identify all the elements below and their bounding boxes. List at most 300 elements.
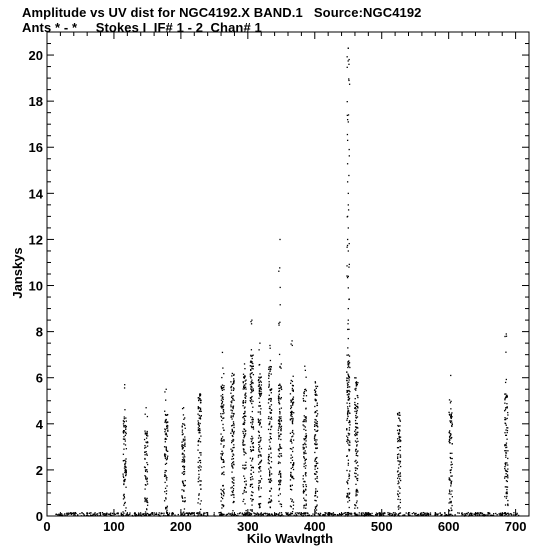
data-point — [123, 423, 124, 424]
data-point — [291, 506, 292, 507]
data-point — [125, 462, 126, 463]
data-point — [266, 515, 267, 516]
data-point — [259, 377, 260, 378]
data-point — [223, 459, 224, 460]
data-point — [505, 464, 506, 465]
data-point — [233, 432, 234, 433]
data-point — [125, 515, 126, 516]
data-point — [252, 443, 253, 444]
data-point — [251, 361, 252, 362]
data-point — [110, 513, 111, 514]
data-point — [233, 479, 234, 480]
data-point — [303, 398, 304, 399]
data-point — [305, 468, 306, 469]
data-point — [281, 426, 282, 427]
data-point — [303, 486, 304, 487]
data-point — [252, 382, 253, 383]
data-point — [315, 478, 316, 479]
data-point — [123, 431, 124, 432]
data-point — [243, 449, 244, 450]
data-point — [415, 513, 416, 514]
data-point — [233, 497, 234, 498]
data-point — [199, 428, 200, 429]
data-point — [413, 512, 414, 513]
data-point — [245, 402, 246, 403]
data-point — [252, 355, 253, 356]
data-point — [291, 412, 292, 413]
data-point — [124, 418, 125, 419]
data-point — [164, 446, 165, 447]
data-point — [223, 440, 224, 441]
data-point — [451, 412, 452, 413]
data-point — [505, 457, 506, 458]
data-point — [188, 514, 189, 515]
data-point — [293, 396, 294, 397]
data-point — [347, 163, 348, 164]
data-point — [487, 514, 488, 515]
data-point — [245, 462, 246, 463]
data-point — [270, 398, 271, 399]
data-point — [250, 386, 251, 387]
data-point — [306, 436, 307, 437]
data-point — [290, 419, 291, 420]
data-point — [334, 514, 335, 515]
data-point — [244, 413, 245, 414]
data-point — [251, 513, 252, 514]
data-point — [244, 435, 245, 436]
data-point — [167, 451, 168, 452]
data-point — [244, 481, 245, 482]
data-point — [165, 475, 166, 476]
data-point — [356, 490, 357, 491]
data-point — [259, 390, 260, 391]
data-point — [233, 514, 234, 515]
data-point — [398, 476, 399, 477]
data-point — [347, 483, 348, 484]
data-point — [314, 390, 315, 391]
data-point — [251, 441, 252, 442]
data-point — [347, 408, 348, 409]
data-point — [346, 441, 347, 442]
data-point — [184, 443, 185, 444]
data-point — [198, 441, 199, 442]
data-point — [147, 442, 148, 443]
data-point — [281, 387, 282, 388]
data-point — [293, 447, 294, 448]
data-point — [349, 155, 350, 156]
data-point — [500, 513, 501, 514]
data-point — [314, 419, 315, 420]
data-point — [253, 427, 254, 428]
data-point — [398, 418, 399, 419]
data-point — [167, 414, 168, 415]
data-point — [228, 513, 229, 514]
data-point — [278, 271, 279, 272]
data-point — [243, 433, 244, 434]
data-point — [257, 513, 258, 514]
data-point — [278, 385, 279, 386]
data-point — [252, 467, 253, 468]
data-point — [232, 447, 233, 448]
data-point — [152, 512, 153, 513]
data-point — [349, 386, 350, 387]
data-point — [504, 513, 505, 514]
data-point — [348, 227, 349, 228]
x-tick-label: 0 — [43, 519, 51, 534]
data-point — [233, 400, 234, 401]
data-points — [55, 48, 519, 517]
data-point — [86, 513, 87, 514]
data-point — [278, 427, 279, 428]
data-point — [167, 456, 168, 457]
data-point — [317, 403, 318, 404]
data-point — [473, 514, 474, 515]
data-point — [250, 484, 251, 485]
data-point — [259, 343, 260, 344]
data-point — [183, 456, 184, 457]
data-point — [355, 417, 356, 418]
data-point — [204, 512, 205, 513]
data-point — [448, 502, 449, 503]
data-point — [281, 420, 282, 421]
data-point — [411, 515, 412, 516]
data-point — [223, 492, 224, 493]
data-point — [272, 514, 273, 515]
data-point — [303, 429, 304, 430]
data-point — [271, 488, 272, 489]
data-point — [261, 384, 262, 385]
data-point — [243, 388, 244, 389]
data-point — [233, 378, 234, 379]
data-point — [279, 421, 280, 422]
data-point — [449, 437, 450, 438]
data-point — [88, 515, 89, 516]
data-point — [281, 512, 282, 513]
data-point — [183, 512, 184, 513]
data-point — [278, 398, 279, 399]
data-point — [279, 267, 280, 268]
data-point — [399, 513, 400, 514]
data-point — [506, 442, 507, 443]
data-point — [263, 514, 264, 515]
data-point — [293, 402, 294, 403]
data-point — [201, 411, 202, 412]
data-point — [258, 411, 259, 412]
data-point — [252, 372, 253, 373]
data-point — [270, 418, 271, 419]
data-point — [271, 418, 272, 419]
data-point — [348, 80, 349, 81]
data-point — [231, 418, 232, 419]
data-point — [344, 515, 345, 516]
data-point — [368, 513, 369, 514]
data-point — [165, 441, 166, 442]
data-point — [356, 502, 357, 503]
data-point — [303, 491, 304, 492]
data-point — [258, 503, 259, 504]
data-point — [304, 443, 305, 444]
data-point — [357, 480, 358, 481]
data-point — [198, 462, 199, 463]
data-point — [223, 387, 224, 388]
data-point — [161, 512, 162, 513]
data-point — [348, 121, 349, 122]
data-point — [451, 426, 452, 427]
data-point — [268, 454, 269, 455]
data-point — [357, 450, 358, 451]
data-point — [166, 507, 167, 508]
data-point — [74, 513, 75, 514]
data-point — [316, 457, 317, 458]
data-point — [356, 491, 357, 492]
data-point — [291, 407, 292, 408]
data-point — [261, 487, 262, 488]
data-point — [347, 416, 348, 417]
data-point — [145, 469, 146, 470]
data-point — [416, 515, 417, 516]
data-point — [449, 430, 450, 431]
data-point — [252, 368, 253, 369]
data-point — [303, 498, 304, 499]
data-point — [223, 373, 224, 374]
data-point — [346, 402, 347, 403]
data-point — [198, 432, 199, 433]
data-point — [129, 512, 130, 513]
data-point — [302, 421, 303, 422]
data-point — [449, 436, 450, 437]
data-point — [347, 115, 348, 116]
data-point — [266, 513, 267, 514]
data-point — [314, 495, 315, 496]
data-point — [156, 512, 157, 513]
data-point — [182, 430, 183, 431]
data-point — [355, 389, 356, 390]
data-point — [347, 512, 348, 513]
data-point — [348, 488, 349, 489]
data-point — [231, 412, 232, 413]
data-point — [380, 513, 381, 514]
data-point — [99, 512, 100, 513]
data-point — [242, 467, 243, 468]
data-point — [507, 427, 508, 428]
data-point — [125, 417, 126, 418]
data-point — [315, 465, 316, 466]
data-point — [278, 484, 279, 485]
data-point — [122, 511, 123, 512]
data-point — [347, 410, 348, 411]
data-point — [270, 515, 271, 516]
data-point — [271, 480, 272, 481]
data-point — [449, 414, 450, 415]
data-point — [252, 495, 253, 496]
data-point — [222, 490, 223, 491]
data-point — [347, 277, 348, 278]
data-point — [231, 515, 232, 516]
data-point — [166, 434, 167, 435]
data-point — [145, 477, 146, 478]
data-point — [222, 352, 223, 353]
data-point — [244, 388, 245, 389]
data-point — [259, 384, 260, 385]
data-point — [399, 439, 400, 440]
data-point — [349, 440, 350, 441]
data-point — [242, 442, 243, 443]
data-point — [398, 505, 399, 506]
data-point — [126, 514, 127, 515]
data-point — [200, 454, 201, 455]
data-point — [417, 514, 418, 515]
data-point — [243, 448, 244, 449]
data-point — [223, 495, 224, 496]
data-point — [506, 425, 507, 426]
data-point — [384, 513, 385, 514]
data-point — [505, 429, 506, 430]
data-point — [280, 474, 281, 475]
data-point — [258, 385, 259, 386]
data-point — [146, 513, 147, 514]
data-point — [124, 416, 125, 417]
data-point — [348, 299, 349, 300]
data-point — [140, 515, 141, 516]
data-point — [506, 447, 507, 448]
data-point — [144, 515, 145, 516]
data-point — [222, 436, 223, 437]
data-point — [349, 421, 350, 422]
data-point — [258, 483, 259, 484]
data-point — [146, 469, 147, 470]
data-point — [315, 488, 316, 489]
y-tick-label: 18 — [28, 94, 43, 110]
data-point — [268, 459, 269, 460]
data-point — [348, 433, 349, 434]
data-point — [505, 476, 506, 477]
data-point — [230, 404, 231, 405]
data-point — [165, 454, 166, 455]
data-point — [278, 513, 279, 514]
data-point — [270, 467, 271, 468]
data-point — [314, 406, 315, 407]
data-point — [304, 499, 305, 500]
data-point — [291, 442, 292, 443]
data-point — [348, 390, 349, 391]
data-point — [144, 447, 145, 448]
data-point — [125, 461, 126, 462]
data-point — [251, 368, 252, 369]
data-point — [147, 431, 148, 432]
data-point — [259, 496, 260, 497]
data-point — [349, 84, 350, 85]
data-point — [504, 466, 505, 467]
data-point — [349, 403, 350, 404]
data-point — [346, 470, 347, 471]
data-point — [204, 515, 205, 516]
data-point — [199, 511, 200, 512]
data-point — [135, 515, 136, 516]
data-point — [449, 432, 450, 433]
data-point — [279, 354, 280, 355]
data-point — [290, 479, 291, 480]
data-point — [305, 417, 306, 418]
data-point — [258, 455, 259, 456]
data-point — [183, 471, 184, 472]
data-point — [451, 461, 452, 462]
data-point — [398, 467, 399, 468]
data-point — [279, 366, 280, 367]
data-point — [244, 375, 245, 376]
data-point — [348, 78, 349, 79]
data-point — [348, 473, 349, 474]
data-point — [348, 64, 349, 65]
data-point — [251, 380, 252, 381]
data-point — [292, 418, 293, 419]
data-point — [193, 513, 194, 514]
data-point — [147, 483, 148, 484]
data-point — [184, 497, 185, 498]
data-point — [243, 514, 244, 515]
data-point — [250, 465, 251, 466]
data-point — [232, 410, 233, 411]
data-point — [508, 514, 509, 515]
data-point — [355, 449, 356, 450]
data-point — [406, 512, 407, 513]
data-point — [291, 411, 292, 412]
data-point — [357, 427, 358, 428]
data-point — [172, 512, 173, 513]
data-point — [144, 454, 145, 455]
data-point — [278, 432, 279, 433]
data-point — [233, 405, 234, 406]
data-point — [126, 448, 127, 449]
data-point — [182, 481, 183, 482]
data-point — [245, 487, 246, 488]
data-point — [314, 443, 315, 444]
data-point — [311, 515, 312, 516]
data-point — [268, 429, 269, 430]
data-point — [252, 458, 253, 459]
data-point — [504, 393, 505, 394]
data-point — [347, 361, 348, 362]
data-point — [303, 453, 304, 454]
data-point — [450, 494, 451, 495]
data-point — [317, 496, 318, 497]
data-point — [316, 388, 317, 389]
data-point — [74, 514, 75, 515]
data-point — [252, 478, 253, 479]
data-point — [356, 500, 357, 501]
data-point — [278, 438, 279, 439]
data-point — [123, 426, 124, 427]
y-axis-label: Janskys — [10, 247, 25, 299]
data-point — [357, 474, 358, 475]
data-point — [286, 514, 287, 515]
data-point — [165, 439, 166, 440]
data-point — [269, 442, 270, 443]
data-point — [315, 512, 316, 513]
data-point — [138, 514, 139, 515]
data-point — [269, 433, 270, 434]
data-point — [304, 458, 305, 459]
data-point — [505, 462, 506, 463]
data-point — [507, 504, 508, 505]
data-point — [123, 513, 124, 514]
data-point — [147, 445, 148, 446]
data-point — [290, 400, 291, 401]
data-point — [182, 446, 183, 447]
data-point — [348, 193, 349, 194]
data-point — [261, 448, 262, 449]
data-point — [425, 513, 426, 514]
data-point — [347, 496, 348, 497]
